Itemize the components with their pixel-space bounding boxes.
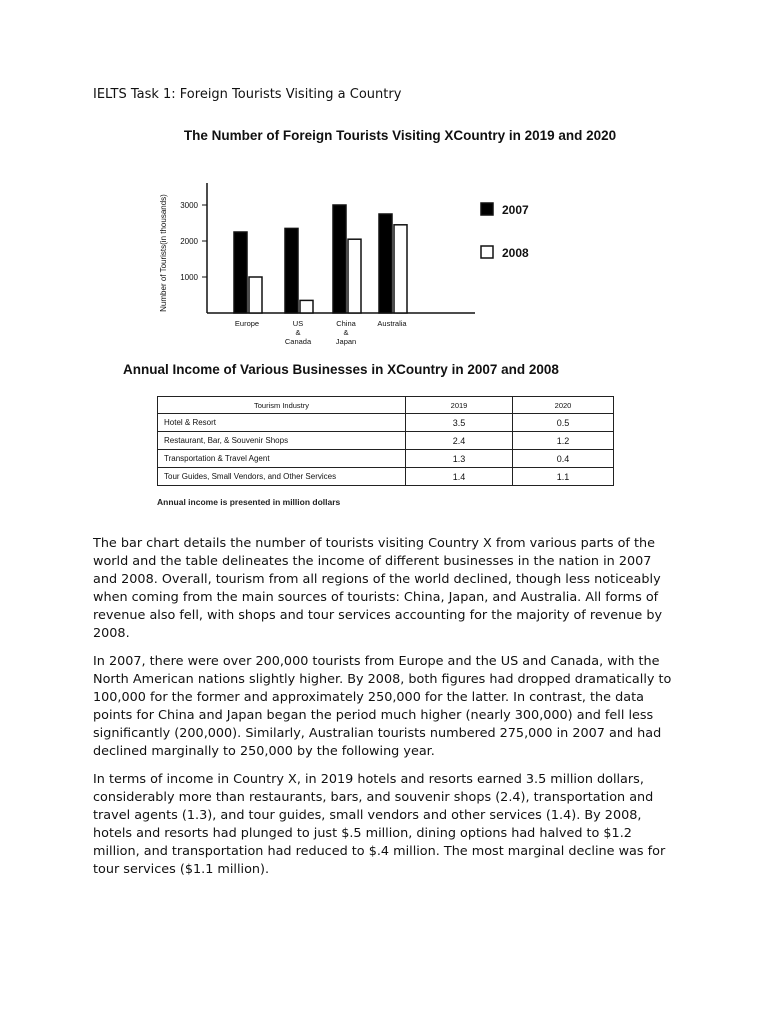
table-note: Annual income is presented in million dollars — [157, 497, 341, 507]
bar-2008 — [300, 300, 313, 313]
table-cell-2020: 0.4 — [513, 450, 614, 468]
paragraph-1: The bar chart details the number of tourists visiting Country X from various parts of the world and the table delineates the income of different businesses in the nation in 2007 and 2008. Overall, tourism from all regions of the world declined, though less noticeably when coming from the main sources of tourists: China, Japan, and Australia. All forms of revenue also fell, with shops and tour services accounting for the majority of revenue by 2008. — [93, 536, 663, 641]
x-tick-label: & — [295, 328, 301, 337]
table-row — [158, 468, 614, 486]
legend-swatch-2007 — [481, 203, 493, 215]
bar-2007 — [285, 228, 298, 313]
x-tick-label: US — [292, 319, 304, 328]
table-cell-industry: Transportation & Travel Agent — [158, 450, 406, 468]
table-header-2020: 2020 — [513, 397, 614, 414]
x-tick-label: China — [336, 319, 356, 328]
table-cell-industry: Restaurant, Bar, & Souvenir Shops — [158, 432, 406, 450]
legend-swatch-2008 — [481, 246, 493, 258]
chart-title — [0, 128, 768, 143]
table-cell-industry: Tour Guides, Small Vendors, and Other Services — [158, 468, 406, 486]
bar-2008 — [348, 239, 361, 313]
table-cell-2019: 1.3 — [406, 450, 513, 468]
table-cell-2019: 1.4 — [406, 468, 513, 486]
bar-2008 — [249, 277, 262, 313]
table-cell-2019: 2.4 — [406, 432, 513, 450]
income-table — [157, 396, 614, 486]
table-cell-industry: Hotel & Resort — [158, 414, 406, 432]
document-title: IELTS Task 1: Foreign Tourists Visiting a Country — [93, 87, 402, 102]
x-tick-label: Europe — [234, 319, 260, 328]
chart-title-text: The Number of Foreign Tourists Visiting XCountry in 2019 and 2020 — [183, 128, 617, 143]
y-tick-label: 2000 — [180, 237, 198, 246]
legend-label-2008: 2008 — [502, 246, 529, 260]
table-header-industry: Tourism Industry — [158, 397, 406, 414]
table-title: Annual Income of Various Businesses in XCountry in 2007 and 2008 — [123, 362, 559, 377]
essay-body — [93, 535, 676, 889]
y-tick-label: 1000 — [180, 273, 198, 282]
paragraph-2: In 2007, there were over 200,000 tourists from Europe and the US and Canada, with the North American nations slightly higher. By 2008, both figures had dropped dramatically to 100,000 for the former and approximately 250,000 for the latter. In contrast, the data points for China and Japan began the period much higher (nearly 300,000) and fell less significantly (200,000). Similarly, Australian tourists numbered 275,000 in 2007 and had declined marginally to 250,000 by the following year. — [93, 654, 672, 759]
x-tick-label: Australia — [377, 319, 407, 328]
table-row — [158, 450, 614, 468]
bar-2007 — [234, 232, 247, 313]
paragraph-3: In terms of income in Country X, in 2019 hotels and resorts earned 3.5 million dollars, considerably more than restaurants, bars, and souvenir shops (2.4), transportation and travel agents (1.3), and tour guides, small vendors and other services (1.4). By 2008, hotels and resorts had plunged to just $.5 million, dining options had halved to $1.2 million, and transportation had reduced to $.4 million. The most marginal decline was for tour services ($1.1 million). — [93, 772, 666, 877]
table-cell-2020: 1.1 — [513, 468, 614, 486]
bar-2008 — [394, 225, 407, 313]
table-cell-2019: 3.5 — [406, 414, 513, 432]
table-cell-2020: 0.5 — [513, 414, 614, 432]
table-cell-2020: 1.2 — [513, 432, 614, 450]
table-header-2019: 2019 — [406, 397, 513, 414]
y-axis-label: Number of Tourists(in thousands) — [159, 194, 168, 312]
x-tick-label: & — [343, 328, 349, 337]
table-header-row — [158, 397, 614, 414]
table-row — [158, 432, 614, 450]
legend-label-2007: 2007 — [502, 203, 529, 217]
bar-2007 — [333, 205, 346, 313]
bar-chart — [150, 180, 570, 350]
table-row — [158, 414, 614, 432]
y-tick-label: 3000 — [180, 201, 198, 210]
bar-2007 — [379, 214, 392, 313]
x-tick-label: Canada — [284, 337, 312, 346]
x-tick-label: Japan — [335, 337, 357, 346]
